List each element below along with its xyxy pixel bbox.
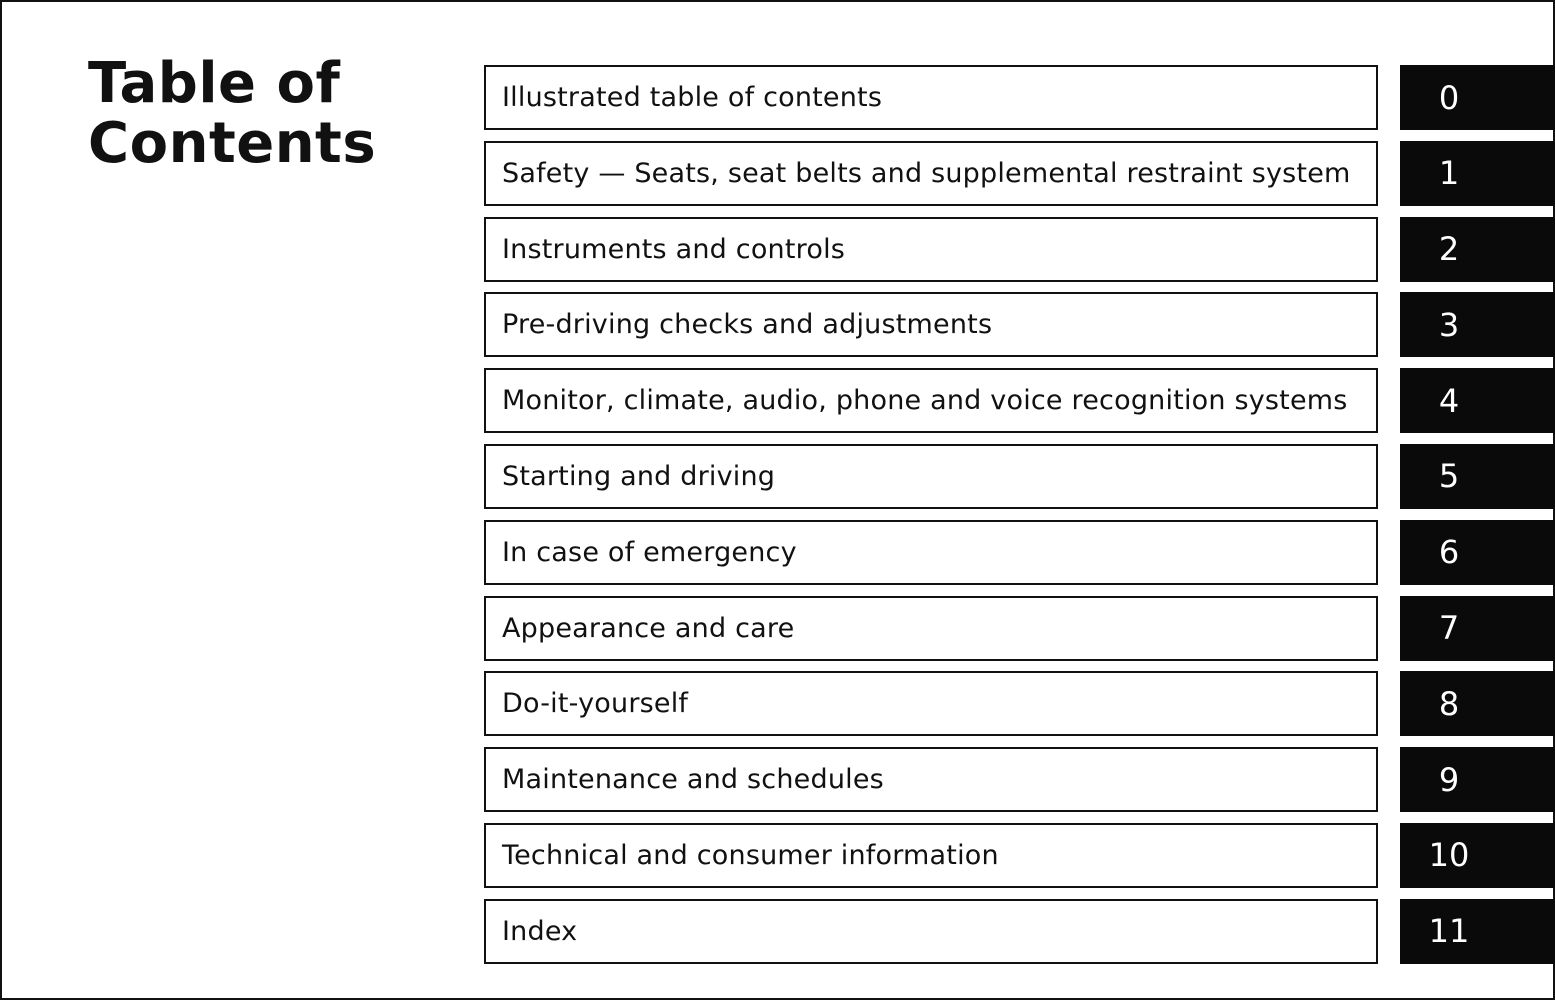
page-title — [88, 51, 377, 176]
toc-entry-box — [484, 141, 1378, 206]
section-number: 11 — [1428, 912, 1470, 951]
toc-entry-label: Maintenance and schedules — [502, 764, 884, 796]
toc-entry-label: Index — [502, 915, 578, 947]
toc-entry-box — [484, 823, 1378, 888]
toc-entry-box — [484, 671, 1378, 736]
toc-entry-label: Starting and driving — [502, 460, 776, 492]
toc-entry-box — [484, 444, 1378, 509]
section-number: 7 — [1438, 609, 1460, 648]
section-number: 8 — [1438, 684, 1460, 723]
toc-entry-box — [484, 899, 1378, 964]
toc-entry-box — [484, 368, 1378, 433]
toc-entry-safety[interactable] — [482, 141, 1555, 206]
toc-entry-label: In case of emergency — [502, 536, 797, 568]
toc-entry-technical[interactable] — [482, 823, 1555, 888]
section-number: 9 — [1438, 760, 1460, 799]
toc-entry-starting[interactable] — [482, 444, 1555, 509]
section-tab[interactable] — [1400, 899, 1555, 964]
toc-entry-pre-driving[interactable] — [482, 292, 1555, 357]
toc-entry-box — [484, 747, 1378, 812]
toc-entry-label: Monitor, climate, audio, phone and voice recognition systems — [502, 385, 1348, 417]
page-title-line-2: Contents — [88, 111, 377, 176]
toc-entry-box — [484, 292, 1378, 357]
toc-entry-emergency[interactable] — [482, 520, 1555, 585]
section-number: 2 — [1438, 230, 1460, 269]
toc-entry-label: Do-it-yourself — [502, 688, 689, 720]
section-tab[interactable] — [1400, 671, 1555, 736]
section-tab[interactable] — [1400, 292, 1555, 357]
section-number: 0 — [1438, 78, 1460, 117]
section-tab[interactable] — [1400, 141, 1555, 206]
section-tab[interactable] — [1400, 596, 1555, 661]
section-number: 5 — [1438, 457, 1460, 496]
toc-entry-maintenance[interactable] — [482, 747, 1555, 812]
section-tab[interactable] — [1400, 217, 1555, 282]
section-number: 1 — [1438, 154, 1460, 193]
section-tab[interactable] — [1400, 520, 1555, 585]
toc-entry-label: Illustrated table of contents — [502, 82, 883, 113]
page-title-line-1: Table of — [88, 51, 341, 116]
toc-entry-index[interactable] — [482, 899, 1555, 964]
toc-entry-monitor[interactable] — [482, 368, 1555, 433]
section-tab[interactable] — [1400, 444, 1555, 509]
section-number: 3 — [1438, 305, 1460, 344]
toc-entry-do-it-yourself[interactable] — [482, 671, 1555, 736]
toc-entry-box — [484, 65, 1378, 130]
section-number: 4 — [1438, 381, 1460, 420]
toc-entry-box — [484, 217, 1378, 282]
toc-entry-label: Appearance and care — [502, 612, 795, 644]
toc-list — [482, 65, 1555, 975]
section-tab[interactable] — [1400, 65, 1555, 130]
section-number: 6 — [1438, 533, 1460, 572]
section-tab[interactable] — [1400, 823, 1555, 888]
toc-entry-label: Safety — Seats, seat belts and supplemental restraint system — [502, 157, 1351, 189]
toc-entry-label: Technical and consumer information — [502, 839, 999, 871]
toc-entry-appearance[interactable] — [482, 596, 1555, 661]
section-number: 10 — [1428, 836, 1470, 875]
toc-entry-illustrated[interactable] — [482, 65, 1555, 130]
toc-entry-box — [484, 520, 1378, 585]
toc-entry-label: Pre-driving checks and adjustments — [502, 309, 993, 341]
toc-entry-label: Instruments and controls — [502, 233, 846, 265]
toc-entry-box — [484, 596, 1378, 661]
section-tab[interactable] — [1400, 747, 1555, 812]
section-tab[interactable] — [1400, 368, 1555, 433]
toc-entry-instruments[interactable] — [482, 217, 1555, 282]
